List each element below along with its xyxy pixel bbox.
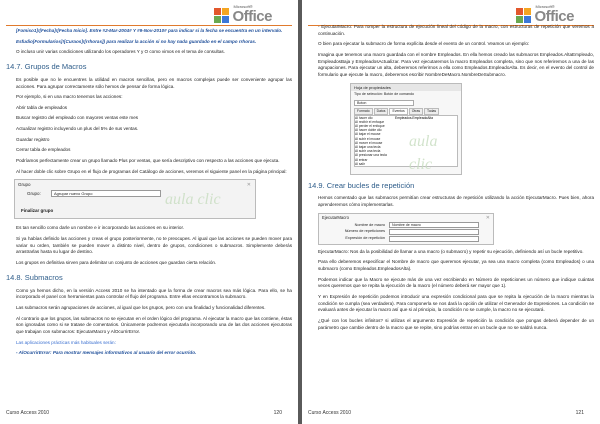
repeat-expression-input[interactable] — [389, 236, 479, 242]
paragraph: Si ya habías definido las acciones y creas el grupo posteriormente, no te preocupes. Al igual que las acciones se pueden mover para variar su orden, también se pueden mover a distinto nivel, dentro de grupos, condiciones o submacros. Simplemente deberás arrastrarlas hasta su lugar de destino. — [16, 236, 292, 255]
property-tabs — [354, 108, 458, 115]
paragraph: Al hacer doble clic sobre Grupo en el flujo de programas del Catálogo de acciones, veremos el siguiente panel en la página principal: — [16, 168, 287, 174]
section-heading: 14.9. Crear bucles de repetición — [308, 180, 415, 190]
footer-course: Curso Access 2010 — [308, 410, 352, 416]
close-icon[interactable]: ✕ — [485, 214, 490, 221]
event-row[interactable]: Al entrar — [355, 157, 368, 162]
selection-type: Tipo de selección: Botón de comando — [354, 92, 415, 97]
left-content — [6, 28, 292, 361]
tab-todas[interactable]: Todas — [424, 108, 439, 115]
tab-otras[interactable]: Otras — [409, 108, 423, 115]
event-row[interactable]: Al hacer clic Empleados.EmpleadoAlta — [355, 115, 433, 120]
event-row[interactable]: Al bajar el mouse — [355, 132, 381, 137]
event-row[interactable]: Al perder el enfoque — [355, 123, 385, 128]
event-row[interactable]: Al salir — [355, 161, 365, 166]
left-page — [0, 0, 298, 424]
paragraph: Imagina que tenemos una macro guardada con el nombre Empleados. En ella hemos creado las submacros Empleados.AltaEmpleado, EmpleadosBaja y EmpleadosActualizar. Para vez ejecutaremos la macro Empleados completa, sino que nos referiremos a una de las agrupaciones. Para ejecutar un alta, deberemos referirnos a ella como Empleados.EmpleadoAlta. Es decir, en el evento del control de formulario que ejecute la macro, deberemos escribir NombreDeMacro.NombreDeSubmacro. — [318, 51, 594, 77]
brand-microsoft: Microsoft® — [535, 4, 555, 9]
action-list — [6, 105, 292, 154]
paragraph: Al contrario que los grupos, las submacros no se ejecutan en el orden lógico del programa. Al ejecutar la macro que las contiene, éstas son ignoradas como si se tratase de comentarios. Únicamente podremos ejecutarla incorporando una de las dos acciones ejecutoras que trabajan con submacros: EjecutarMacro y AlOcurrirError. — [16, 315, 292, 334]
page-number: 121 — [575, 410, 584, 416]
brand-microsoft: Microsoft® — [233, 4, 253, 9]
event-row[interactable]: Al subir una tecla — [355, 149, 381, 154]
page-footer — [308, 410, 584, 416]
paragraph: Como ya hemos dicho, en la versión Access 2010 se ha intentado que la forma de crear macros sea más lógica. Para ello, se ha incorporado el panel con herramientas para controlar el flujo del programa. Entre ellas encontramos la submacro. — [16, 287, 292, 300]
ejecutar-macro-screenshot — [318, 213, 494, 245]
event-row[interactable]: Al recibir el enfoque — [355, 119, 385, 124]
tab-formato[interactable]: Formato — [354, 108, 373, 115]
group-label: Grupo: — [27, 191, 41, 197]
list-item: Actualizar registro incluyendo un plus del 5% de sus ventas. — [16, 126, 139, 132]
paragraph: O incluso unir varias condiciones utilizando los operadores Y y O como vimos en el tema de consultas. — [16, 49, 225, 55]
group-panel-title: Grupo — [18, 182, 31, 188]
brand-office: Office — [232, 8, 272, 25]
paragraph: EjecutarMacro: Nos da la posibilidad de llamar a una macro (o submacro) y repetir su ejecución, definiendo así un bucle repetitivo. — [318, 248, 584, 254]
event-value[interactable]: Empleados.EmpleadoAlta — [395, 115, 433, 120]
object-select[interactable]: Boton — [354, 100, 414, 106]
property-sheet-title: Hoja de propiedades — [351, 84, 461, 92]
right-page — [302, 0, 600, 424]
list-item: Cerrar tabla de empleados — [16, 147, 71, 153]
office-brand — [214, 4, 272, 24]
field-label: Expresión de repetición — [345, 235, 385, 240]
repetitions-input[interactable] — [389, 229, 479, 235]
section-heading: 14.7. Grupos de Macros — [6, 61, 87, 71]
watermark: aula clic — [165, 191, 221, 209]
event-row[interactable]: Al presionar una tecla — [355, 153, 387, 158]
list-item: Guardar registro — [16, 136, 50, 142]
event-row[interactable]: Al bajar una tecla — [355, 144, 381, 149]
tab-datos[interactable]: Datos — [374, 108, 389, 115]
paragraph: Es tan sencillo como darle un nombre e ir incorporando las acciones en su interior. — [16, 225, 185, 231]
header-rule — [6, 25, 292, 26]
field-label: Número de repeticiones — [344, 229, 385, 234]
event-row[interactable]: Al mover el mouse — [355, 140, 383, 145]
event-row[interactable]: Al subir el mouse — [355, 136, 381, 141]
paragraph: Las aplicaciones prácticas más habituales serán: — [16, 339, 116, 345]
right-content — [308, 24, 594, 335]
ejecutar-macro-title: EjecutarMacro — [322, 214, 349, 220]
footer-course: Curso Access 2010 — [6, 410, 50, 416]
paragraph: Hemos comentado que las submacros permitían crear estructuras de repetición utilizando la acción EjecutarMacro. Pues bien, ahora aprenderemos cómo implementarlas. — [318, 195, 594, 208]
macro-name-input[interactable]: Nombre de macro — [389, 222, 479, 228]
close-icon[interactable]: ✕ — [246, 182, 251, 189]
paragraph: Por ejemplo, si en una macro tenemos las acciones: — [16, 94, 123, 100]
field-label: Nombre de macro — [354, 222, 385, 227]
group-name-input[interactable]: Agrupar nuevo Grupo — [51, 190, 161, 197]
paragraph: Los grupos en definitiva sirven para delimitar un conjunto de acciones que guardan cierta relación. — [16, 260, 217, 266]
end-group-label: Finalizar grupo — [21, 208, 54, 214]
paragraph: Esfudio[Formularios]![Curaos]![rrhoras]) para realizar la acción si no hay nada guardado en el campo rrhoras. — [16, 38, 257, 44]
paragraph: Las submacros serán agrupaciones de acciones, al igual que los grupos, pero con una finalidad y funcionalidad diferentes. — [16, 304, 266, 310]
property-sheet-screenshot — [350, 83, 462, 175]
paragraph: Podemos indicar que la Macro se ejecute más de una vez escribiendo en Número de repeticiones un número que indique cuántas veces queremos que se repita la ejecución de la macro (el número deberá ser mayor que 1). — [318, 276, 594, 289]
paragraph: ¿Qué con los bucles infinitos? si utilizas el argumento Expresión de repetición la condición que pongas deberá depender de un parámetro que cambie dentro de la macro que se repite, sino podrías entrar en un bucle que no se saldrá nunca. — [318, 318, 594, 330]
office-logo-icon — [214, 8, 230, 24]
watermark: aula clic — [409, 132, 438, 173]
office-brand — [516, 4, 574, 24]
brand-office: Office — [534, 8, 574, 25]
page-footer — [6, 410, 282, 416]
page-number: 120 — [273, 410, 282, 416]
list-item: Abrir tabla de empleados — [16, 104, 68, 110]
office-logo-icon — [516, 8, 532, 24]
paragraph: - AlOcurrirError: Para mostrar mensajes informativos al usuario del error ocurrido. — [16, 350, 197, 356]
paragraph: - EjecutarMacro: Para romper la estructura de ejecución lineal del código de la macro, con estructuras de repetición que veremos a continuación. — [318, 24, 594, 36]
event-row[interactable]: Al hacer doble clic — [355, 128, 382, 133]
group-panel-screenshot — [14, 179, 256, 219]
paragraph: Para ello deberemos especificar el Nombre de macro que queremos ejecutar, ya sea una macro completa (como Empleados) o una submacro (como Empleados.EmpleadosAlta). — [318, 259, 594, 272]
paragraph: O bien para ejecutar la submacro de forma explícita desde el evento de un control. Veamos un ejemplo: — [318, 41, 530, 47]
paragraph: Es posible que no le encuentres la utilidad en macros sencillas, pero en macros complejas puede ser conveniente agrupar las acciones. Para agrupar correctamente sólo hemos de pensar de forma lógica. — [16, 76, 292, 89]
paragraph: Y en Expresión de repetición podemos introducir una expresión condicional para que se repita la ejecución de la macro mientras la condición se cumpla (sea verdadera). Para componerla se nos dará la opción de utilizar el Generador de Expresiones. La condición se evaluará antes de ejecutar la macro así que si al principio, la condición no se cumple, la macro no se ejecutará. — [318, 294, 594, 313]
tab-eventos[interactable]: Eventos — [389, 108, 407, 115]
section-heading: 14.8. Submacros — [6, 272, 63, 282]
paragraph: [Fomiso1]![Fecha]![Fecha Inicio]. Entre #2-Mar-2004# Y #9-Nov-2010# para indicar si la fecha se encuentra en un intervalo. — [16, 28, 283, 33]
list-item: Buscar registro del empleado con mayores ventas este mes — [16, 115, 139, 121]
paragraph: Podríamos perfectamente crear un grupo llamado Plus por ventas, que sería descriptivo con respecto a las acciones que ejecuta. — [16, 158, 280, 164]
